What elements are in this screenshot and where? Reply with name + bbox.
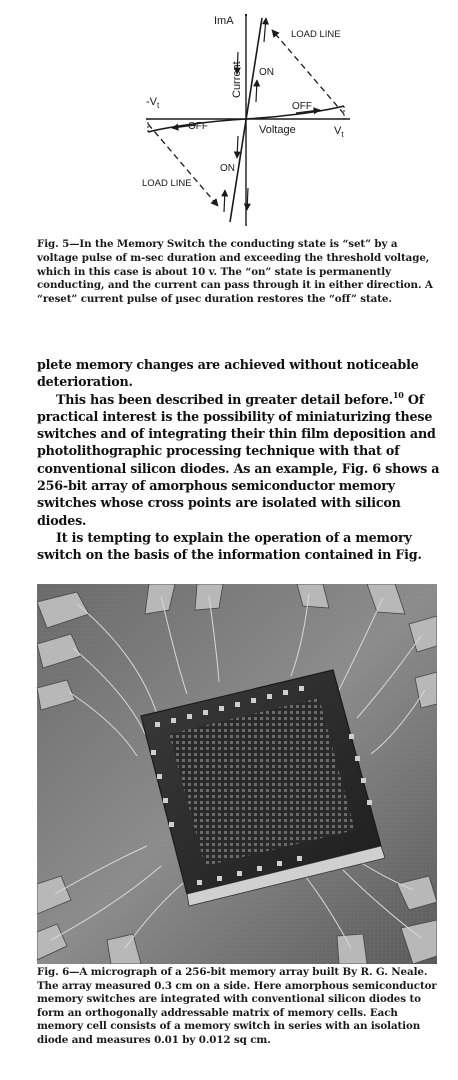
pos-threshold-label: $V_t$ [334, 125, 344, 139]
figure-6-caption: Fig. 6—A micrograph of a 256-bit memory array built By R. G. Neale. The array measured 0.3 cm on a side. Here amorphous semiconductor memory switches are integrated with conventional silicon diodes to form an orthogonally addressable matrix of memory cells. Each memory cell consists of a memory switch in series with an isolation diode and measures 0.01 by 0.012 sq cm. [37, 966, 437, 1046]
paragraph-1: plete memory changes are achieved without noticeable deterioration. [37, 357, 419, 390]
paragraph-2 [37, 391, 445, 529]
paragraph-2-text: This has been described in greater detail before. [56, 391, 393, 407]
load-line-bottom [148, 124, 218, 206]
chip-micrograph-image [37, 584, 437, 964]
reference-superscript: 10 [392, 389, 404, 400]
body-text [37, 356, 445, 564]
figure-5-caption: Fig. 5—In the Memory Switch the conducting state is “set” by a voltage pulse of m-sec duration and exceeding the threshold voltage, which in this case is about 10 v. The “on” state is permanently conducting, and the current can pass through it in either direction. A “reset” current pulse of µsec duration restores the “off” state. [37, 238, 433, 306]
figure-5-graph [0, 0, 458, 232]
y-axis-top-label: ImA [214, 15, 234, 27]
paragraph-2-rest: Of practical interest is the possibility of miniaturizing these switches and of integrating their thin film deposition and photolithographic processing technique with that of conventional silicon diodes. As an example, Fig. 6 shows a 256-bit array of amorphous semiconductor memory switches whose cross points are isolated with silicon diodes. [37, 391, 440, 528]
off-label-right: OFF [292, 101, 312, 112]
x-axis-title: Voltage [259, 124, 296, 136]
off-label-left: OFF [188, 121, 208, 132]
on-label-upper: ON [259, 67, 274, 78]
load-line-top-label: LOAD LINE [291, 29, 341, 40]
paragraph-3: It is tempting to explain the operation of a memory switch on the basis of the information contained in Fig. [37, 529, 422, 563]
figure-6-micrograph [37, 584, 437, 964]
on-label-lower: ON [220, 163, 235, 174]
y-axis-title: Current [231, 61, 243, 98]
load-line-bottom-label: LOAD LINE [142, 178, 192, 189]
iv-curve-graph [0, 0, 458, 232]
neg-threshold-label: $-V_t$ [146, 96, 160, 110]
